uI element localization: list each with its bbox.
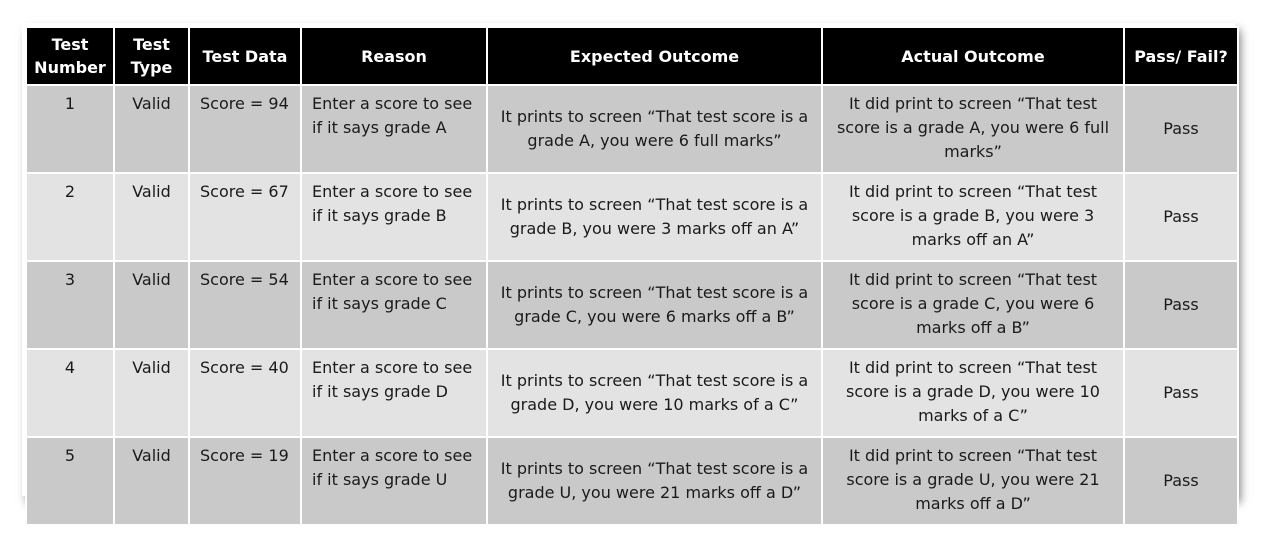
cell-pass-fail: Pass	[1124, 349, 1238, 437]
cell-test-data: Score = 94	[189, 85, 301, 173]
table-row	[26, 85, 1238, 173]
table-row	[26, 173, 1238, 261]
cell-test-number: 5	[26, 437, 114, 525]
header-test-type: Test Type	[114, 27, 189, 85]
cell-test-number: 4	[26, 349, 114, 437]
cell-test-number: 3	[26, 261, 114, 349]
cell-expected-outcome: It prints to screen “That test score is a grade C, you were 6 marks off a B”	[487, 261, 822, 349]
test-plan-table-frame	[22, 23, 1235, 513]
cell-test-type: Valid	[114, 349, 189, 437]
cell-actual-outcome: It did print to screen “That test score is a grade B, you were 3 marks off an A”	[822, 173, 1124, 261]
cell-pass-fail: Pass	[1124, 261, 1238, 349]
cell-reason: Enter a score to see if it says grade U	[301, 437, 487, 525]
header-actual-outcome: Actual Outcome	[822, 27, 1124, 85]
cell-expected-outcome: It prints to screen “That test score is a grade A, you were 6 full marks”	[487, 85, 822, 173]
cell-pass-fail: Pass	[1124, 437, 1238, 525]
cell-pass-fail: Pass	[1124, 85, 1238, 173]
table-row	[26, 261, 1238, 349]
cell-actual-outcome: It did print to screen “That test score is a grade A, you were 6 full marks”	[822, 85, 1124, 173]
cell-reason: Enter a score to see if it says grade B	[301, 173, 487, 261]
cell-test-type: Valid	[114, 437, 189, 525]
cell-test-type: Valid	[114, 173, 189, 261]
header-test-data: Test Data	[189, 27, 301, 85]
cell-test-number: 2	[26, 173, 114, 261]
header-expected-outcome: Expected Outcome	[487, 27, 822, 85]
cell-test-type: Valid	[114, 85, 189, 173]
cell-actual-outcome: It did print to screen “That test score is a grade U, you were 21 marks off a D”	[822, 437, 1124, 525]
header-reason: Reason	[301, 27, 487, 85]
cell-reason: Enter a score to see if it says grade A	[301, 85, 487, 173]
cell-reason: Enter a score to see if it says grade D	[301, 349, 487, 437]
table-row	[26, 437, 1238, 525]
header-pass-fail: Pass/ Fail?	[1124, 27, 1238, 85]
header-row	[26, 27, 1238, 85]
table-row	[26, 349, 1238, 437]
cell-actual-outcome: It did print to screen “That test score is a grade C, you were 6 marks off a B”	[822, 261, 1124, 349]
cell-test-data: Score = 40	[189, 349, 301, 437]
header-test-number: Test Number	[26, 27, 114, 85]
cell-test-number: 1	[26, 85, 114, 173]
cell-test-type: Valid	[114, 261, 189, 349]
cell-pass-fail: Pass	[1124, 173, 1238, 261]
cell-expected-outcome: It prints to screen “That test score is a grade D, you were 10 marks of a C”	[487, 349, 822, 437]
cell-expected-outcome: It prints to screen “That test score is a grade U, you were 21 marks off a D”	[487, 437, 822, 525]
cell-test-data: Score = 19	[189, 437, 301, 525]
cell-test-data: Score = 67	[189, 173, 301, 261]
cell-test-data: Score = 54	[189, 261, 301, 349]
cell-reason: Enter a score to see if it says grade C	[301, 261, 487, 349]
cell-expected-outcome: It prints to screen “That test score is a grade B, you were 3 marks off an A”	[487, 173, 822, 261]
test-plan-table	[25, 26, 1239, 526]
cell-actual-outcome: It did print to screen “That test score is a grade D, you were 10 marks of a C”	[822, 349, 1124, 437]
